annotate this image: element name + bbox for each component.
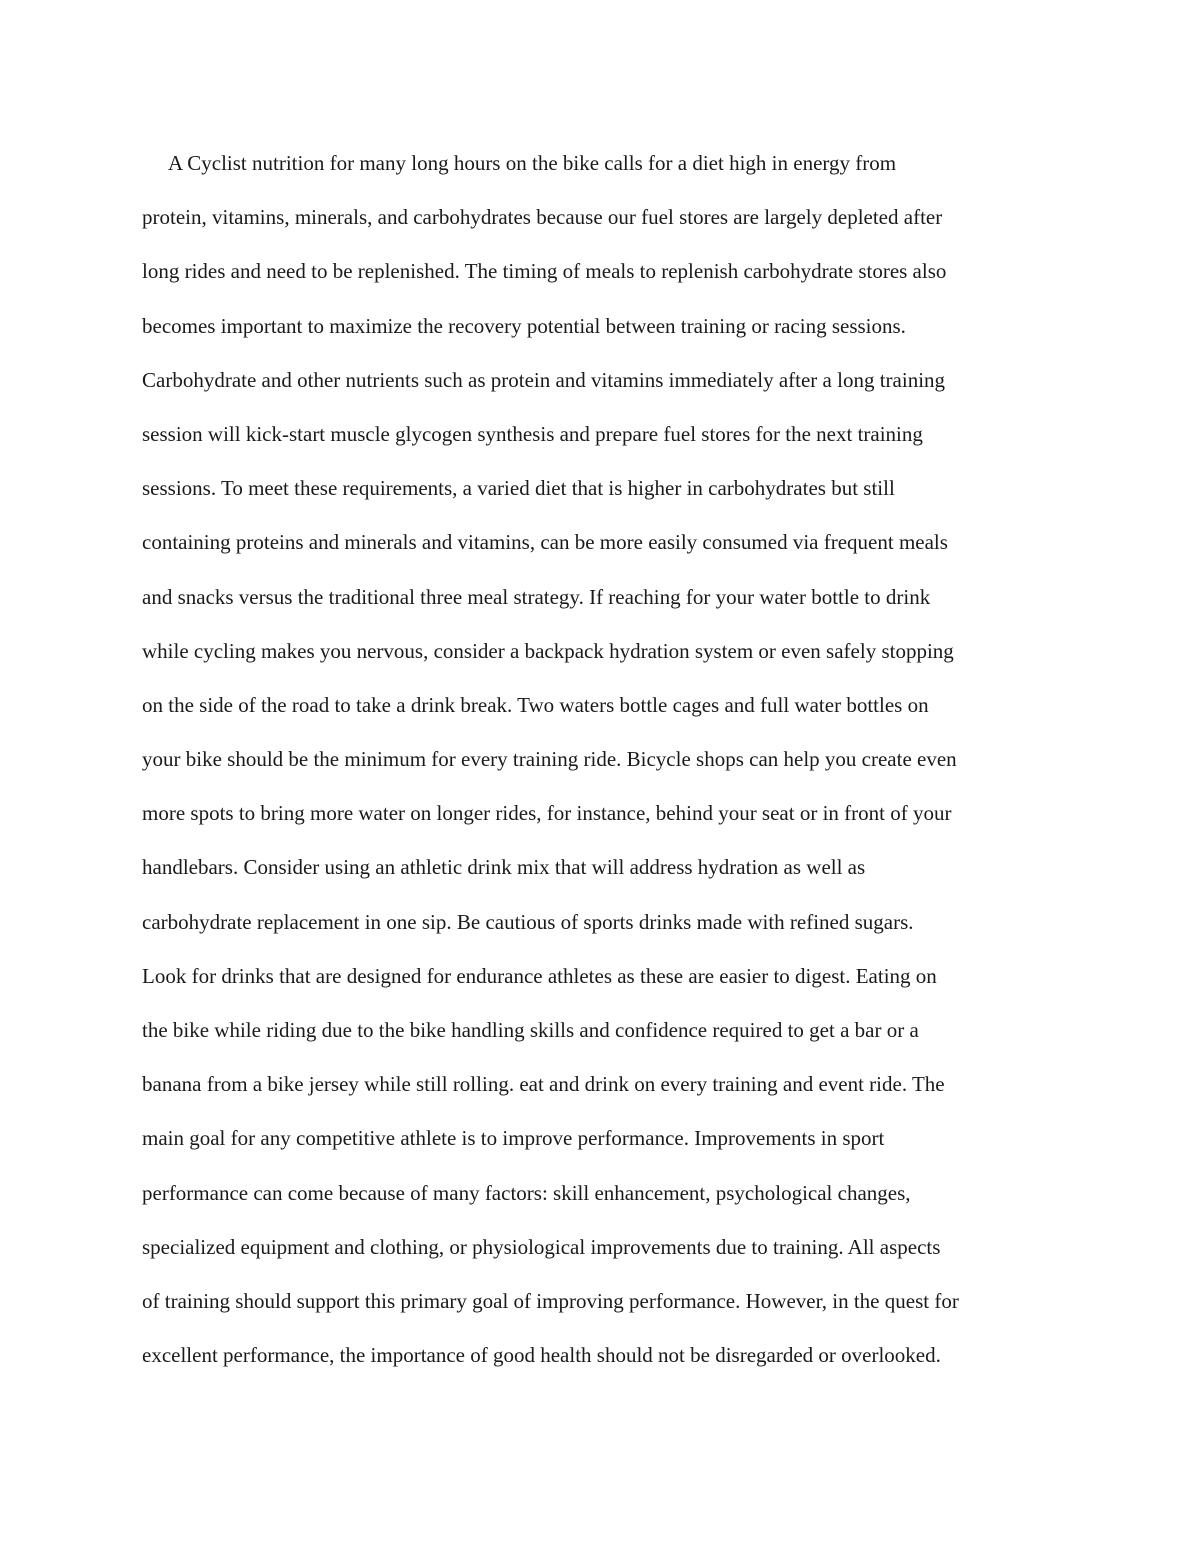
paragraph-line: performance can come because of many factors: skill enhancement, psychological changes,: [142, 1180, 911, 1205]
paragraph-line: your bike should be the minimum for every training ride. Bicycle shops can help you create even: [142, 747, 957, 772]
paragraph-line: excellent performance, the importance of good health should not be disregarded or overlooked.: [142, 1343, 941, 1368]
paragraph-line: containing proteins and minerals and vitamins, can be more easily consumed via frequent meals: [142, 530, 948, 555]
paragraph-line: carbohydrate replacement in one sip. Be cautious of sports drinks made with refined sugars.: [142, 909, 914, 934]
paragraph-line: on the side of the road to take a drink break. Two waters bottle cages and full water bottles on: [142, 692, 929, 717]
paragraph-line: Carbohydrate and other nutrients such as protein and vitamins immediately after a long training: [142, 367, 946, 392]
paragraph-line: sessions. To meet these requirements, a varied diet that is higher in carbohydrates but still: [142, 476, 895, 501]
paragraph-line: becomes important to maximize the recovery potential between training or racing sessions.: [142, 313, 906, 338]
paragraph-line: handlebars. Consider using an athletic drink mix that will address hydration as well as: [142, 855, 866, 880]
paragraph-line: protein, vitamins, minerals, and carbohydrates because our fuel stores are largely depleted after: [142, 205, 943, 230]
paragraph-line: Look for drinks that are designed for endurance athletes as these are easier to digest. Eating on: [142, 963, 937, 988]
paragraph-line: A Cyclist nutrition for many long hours on the bike calls for a diet high in energy from: [168, 151, 897, 175]
paragraph-line: main goal for any competitive athlete is to improve performance. Improvements in sport: [142, 1126, 885, 1151]
paragraph-line: specialized equipment and clothing, or physiological improvements due to training. All aspects: [142, 1234, 941, 1259]
paragraph-line: long rides and need to be replenished. The timing of meals to replenish carbohydrate stores also: [142, 259, 947, 284]
paragraph-line: session will kick-start muscle glycogen synthesis and prepare fuel stores for the next training: [142, 421, 923, 446]
paragraph-line: of training should support this primary goal of improving performance. However, in the quest for: [142, 1288, 959, 1313]
paragraph-line: the bike while riding due to the bike handling skills and confidence required to get a bar or a: [142, 1018, 919, 1042]
body-paragraph: [142, 136, 1072, 1382]
paragraph-line: more spots to bring more water on longer rides, for instance, behind your seat or in front of your: [142, 801, 952, 826]
paragraph-line: and snacks versus the traditional three meal strategy. If reaching for your water bottle to drink: [142, 584, 931, 609]
paragraph-line: banana from a bike jersey while still rolling. eat and drink on every training and event ride. The: [142, 1072, 945, 1097]
paragraph-line: while cycling makes you nervous, consider a backpack hydration system or even safely stopping: [142, 638, 954, 663]
